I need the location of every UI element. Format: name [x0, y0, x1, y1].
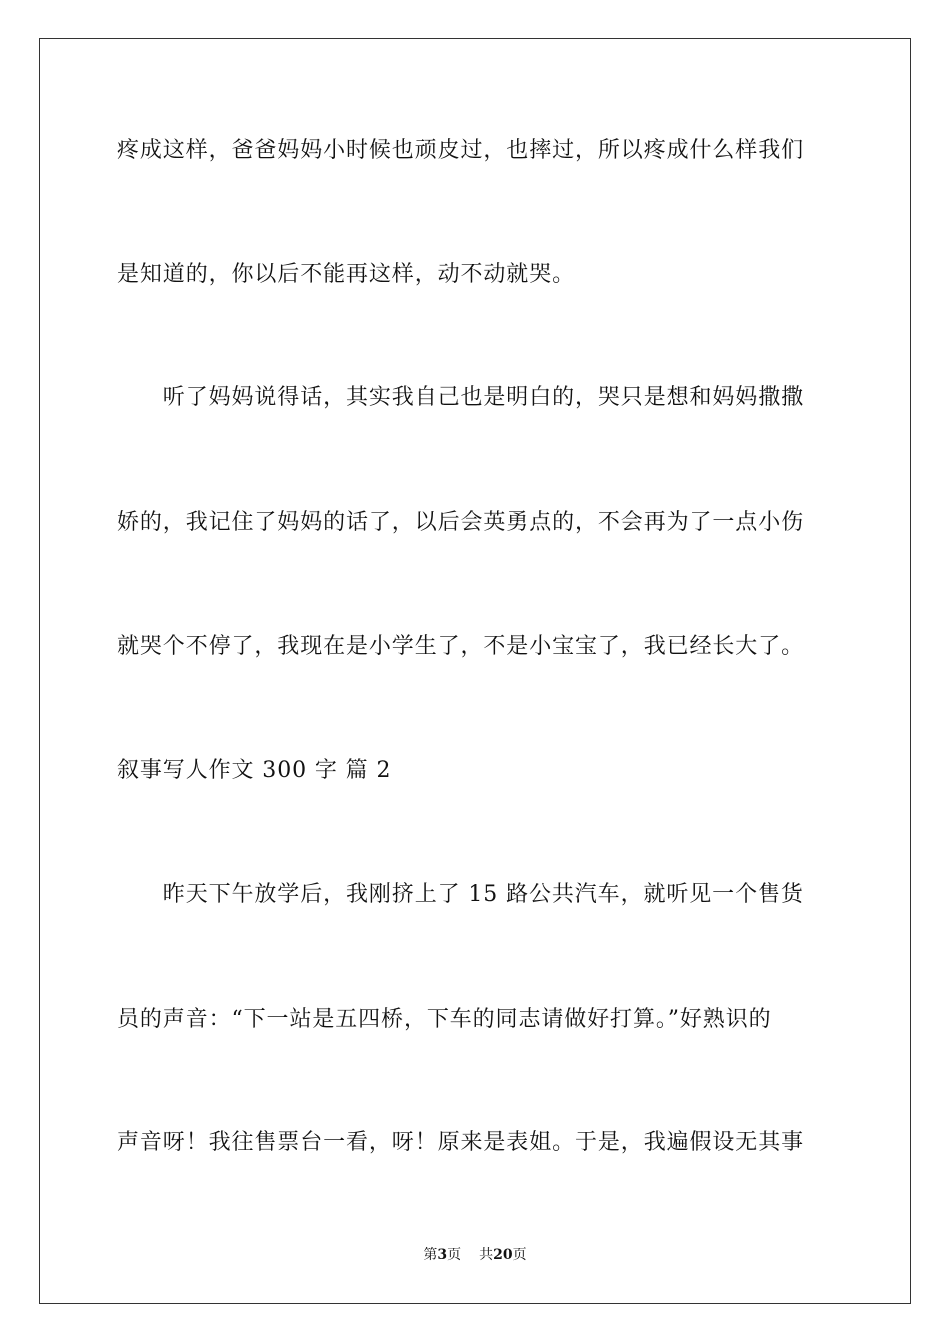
body-text-line-1: 疼成这样，爸爸妈妈小时候也顽皮过，也摔过，所以疼成什么样我们	[117, 138, 805, 163]
body-text-line-2: 是知道的，你以后不能再这样，动不动就哭。	[117, 262, 576, 287]
footer-page-prefix: 第	[423, 1247, 438, 1263]
body-text-line-6: 昨天下午放学后，我刚挤上了 15 路公共汽车，就听见一个售货	[117, 882, 804, 907]
body-text-line-7: 员的声音：“下一站是五四桥，下车的同志请做好打算。”好熟识的	[117, 1007, 772, 1032]
body-text-line-4: 娇的，我记住了妈妈的话了，以后会英勇点的，不会再为了一点小伤	[117, 510, 805, 535]
page-footer	[0, 1245, 950, 1265]
footer-page-number: 3	[437, 1247, 448, 1263]
footer-page-suffix: 页	[447, 1247, 462, 1263]
body-text-line-8: 声音呀！我往售票台一看，呀！原来是表姐。于是，我遍假设无其事	[117, 1130, 805, 1155]
footer-total-pages: 20	[493, 1247, 513, 1263]
body-text-line-3: 听了妈妈说得话，其实我自己也是明白的，哭只是想和妈妈撒撒	[117, 385, 805, 410]
footer-total-suffix: 页	[512, 1247, 527, 1263]
body-text-line-5: 就哭个不停了，我现在是小学生了，不是小宝宝了，我已经长大了。	[117, 634, 805, 659]
section-heading: 叙事写人作文 300 字 篇 2	[117, 758, 392, 783]
page-frame	[39, 38, 911, 1304]
footer-total-prefix: 共	[479, 1247, 494, 1263]
